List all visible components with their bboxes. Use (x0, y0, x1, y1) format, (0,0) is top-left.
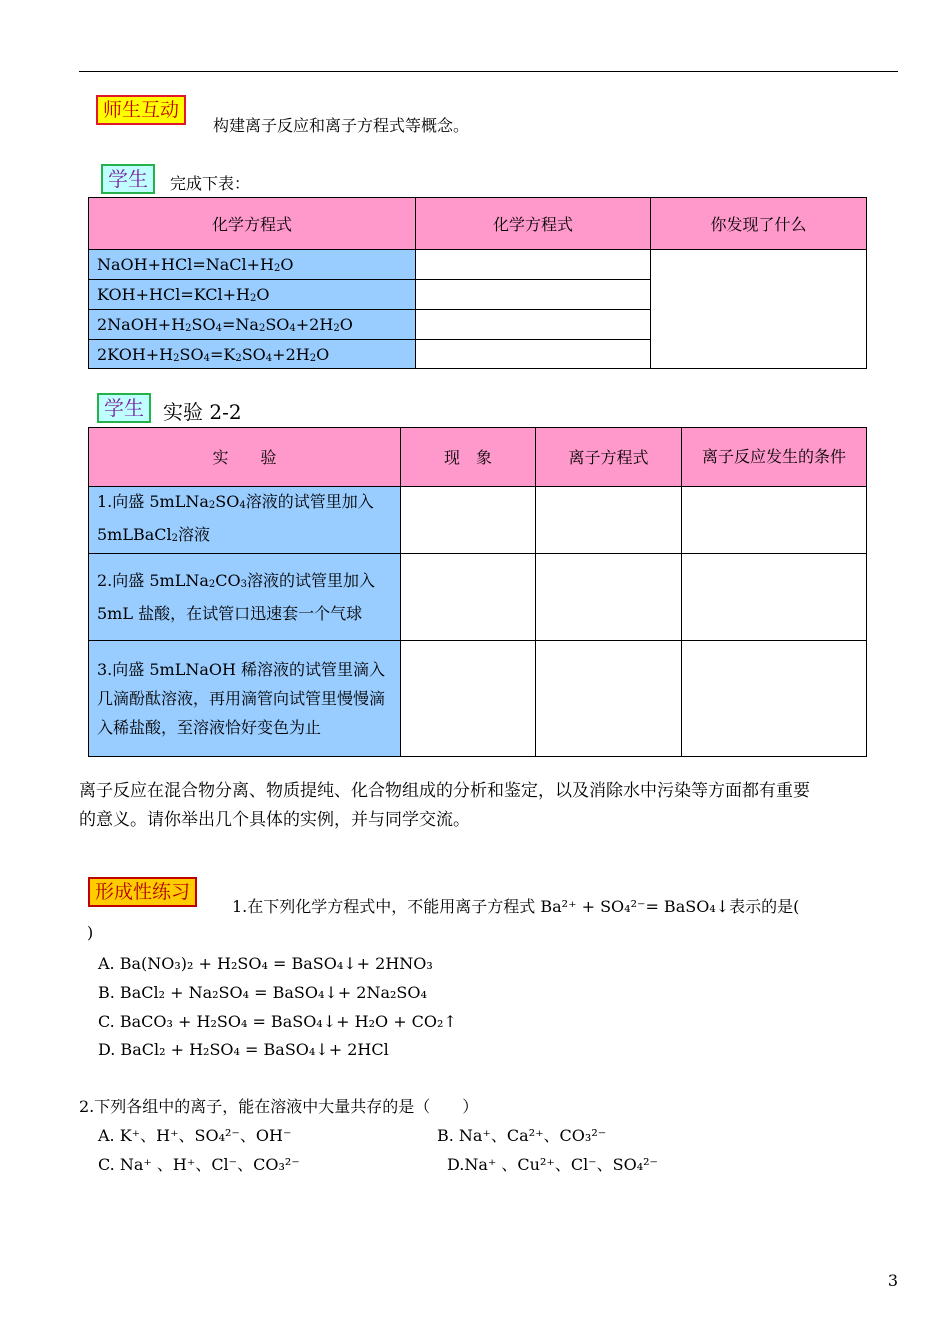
table2-header-experiment: 实 验 (89, 428, 401, 487)
table2-header-ionic-equation: 离子方程式 (536, 428, 682, 487)
table2-row-1-ionic-equation[interactable] (536, 487, 682, 554)
table1-row-1-equation: NaOH+HCl=NaCl+H2O (89, 250, 416, 280)
tag-formative-exercise: 形成性练习 (88, 877, 197, 907)
table1-row-2-blank[interactable] (416, 280, 651, 310)
table1-row-3-equation: 2NaOH+H2SO4=Na2SO4+2H2O (89, 310, 416, 340)
table2-row-2-phenomenon[interactable] (401, 554, 536, 641)
paragraph-line-1: 离子反应在混合物分离、物质提纯、化合物组成的分析和鉴定，以及消除水中污染等方面都有重要 (79, 781, 810, 801)
table2-header-condition: 离子反应发生的条件 (682, 428, 867, 487)
table1-row-4-blank[interactable] (416, 340, 651, 369)
table2-header-phenomenon: 现 象 (401, 428, 536, 487)
q2-option-d[interactable]: D.Na⁺ 、Cu²⁺、Cl⁻、SO₄²⁻ (447, 1155, 658, 1174)
q2-option-c[interactable]: C. Na⁺ 、H⁺、Cl⁻、CO₃²⁻ (98, 1155, 300, 1174)
table2-row-3-condition[interactable] (682, 641, 867, 757)
table1-row-2-equation: KOH+HCl=KCl+H2O (89, 280, 416, 310)
tag-student-1: 学生 (101, 164, 155, 194)
table2-row-3-ionic-equation[interactable] (536, 641, 682, 757)
table1-discovery-cell[interactable] (651, 250, 867, 369)
section1-text: 构建离子反应和离子方程式等概念。 (213, 116, 470, 135)
header-rule (79, 71, 898, 72)
table2-row-1-condition[interactable] (682, 487, 867, 554)
q2-option-b[interactable]: B. Na⁺、Ca²⁺、CO₃²⁻ (437, 1126, 607, 1145)
q1-option-a[interactable]: A. Ba(NO₃)₂ + H₂SO₄ = BaSO₄↓+ 2HNO₃ (98, 954, 433, 973)
table1-header-3: 你发现了什么 (651, 198, 867, 250)
table2-row-1-phenomenon[interactable] (401, 487, 536, 554)
q2-option-a[interactable]: A. K⁺、H⁺、SO₄²⁻、OH⁻ (98, 1126, 292, 1145)
q1-option-d[interactable]: D. BaCl₂ + H₂SO₄ = BaSO₄↓+ 2HCl (98, 1040, 389, 1059)
experiment-table (88, 427, 867, 757)
table2-row-2-experiment: 2.向盛 5mLNa2CO3溶液的试管里加入 5mL 盐酸，在试管口迅速套一个气球 (89, 554, 401, 641)
section2-text: 完成下表： (170, 174, 251, 193)
page-number: 3 (887, 1271, 898, 1290)
table1-row-1-blank[interactable] (416, 250, 651, 280)
table2-row-2-condition[interactable] (682, 554, 867, 641)
q1-option-c[interactable]: C. BaCO₃ + H₂SO₄ = BaSO₄↓+ H₂O + CO₂↑ (98, 1012, 457, 1031)
q1-stem: 1.在下列化学方程式中，不能用离子方程式 Ba²⁺ + SO₄²⁻= BaSO₄↓表示的是( (232, 897, 800, 916)
equation-table (88, 197, 867, 369)
q1-option-b[interactable]: B. BaCl₂ + Na₂SO₄ = BaSO₄↓+ 2Na₂SO₄ (98, 983, 427, 1002)
table2-row-3-experiment: 3.向盛 5mLNaOH 稀溶液的试管里滴入几滴酚酞溶液，再用滴管向试管里慢慢滴入稀盐酸，至溶液恰好变色为止 (89, 641, 401, 757)
experiment-title: 实验 2-2 (163, 400, 242, 424)
table1-row-3-blank[interactable] (416, 310, 651, 340)
table1-row-4-equation: 2KOH+H2SO4=K2SO4+2H2O (89, 340, 416, 369)
tag-student-2: 学生 (97, 393, 151, 423)
table2-row-3-phenomenon[interactable] (401, 641, 536, 757)
table2-row-2-ionic-equation[interactable] (536, 554, 682, 641)
q2-stem: 2.下列各组中的离子，能在溶液中大量共存的是（ ） (79, 1097, 479, 1116)
tag-teacher-student-interaction: 师生互动 (96, 95, 186, 125)
table2-row-1-experiment: 1.向盛 5mLNa2SO4溶液的试管里加入 5mLBaCl2溶液 (89, 487, 401, 554)
paragraph-line-2: 的意义。请你举出几个具体的实例，并与同学交流。 (79, 810, 470, 830)
table1-header-1: 化学方程式 (89, 198, 416, 250)
q1-stem-end: ) (87, 923, 94, 942)
table1-header-2: 化学方程式 (416, 198, 651, 250)
